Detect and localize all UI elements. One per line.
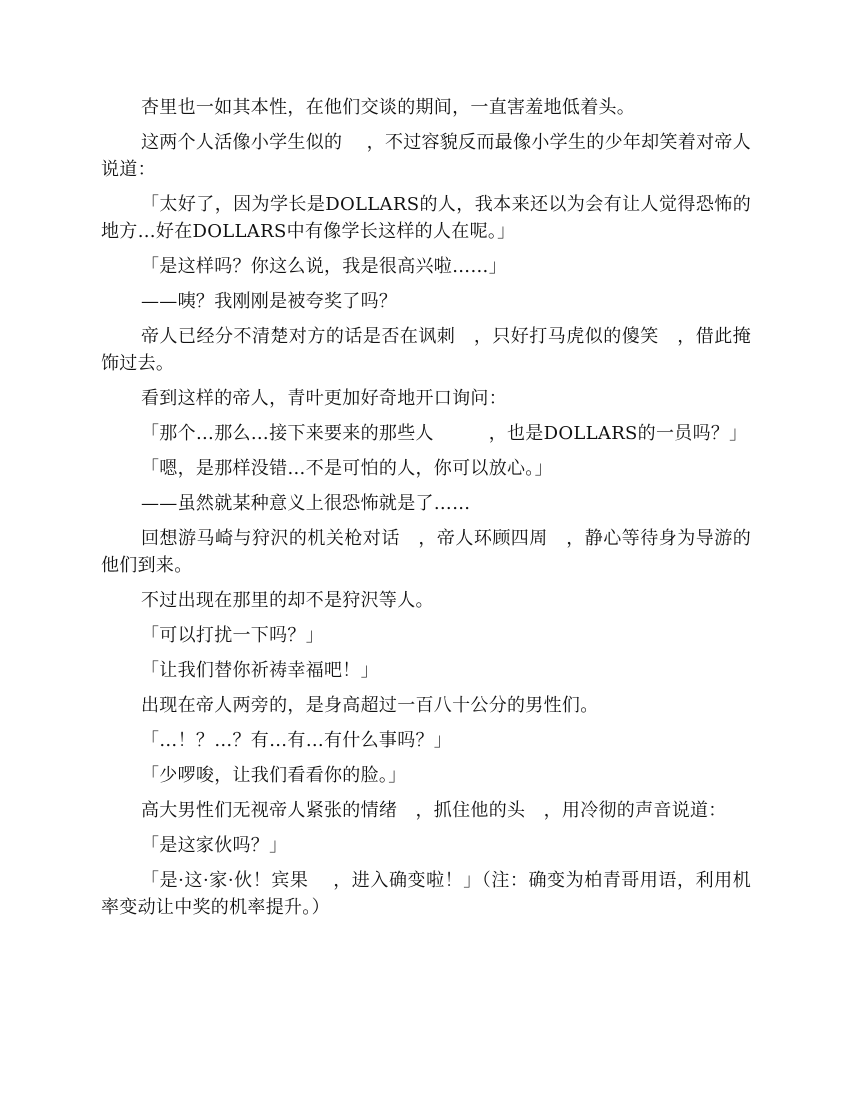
paragraph: 杏里也一如其本性，在他们交谈的期间，一直害羞地低着头。 <box>141 97 636 118</box>
paragraph: ——咦？我刚刚是被夸奖了吗？ <box>141 291 398 312</box>
paragraph: 「太好了，因为学长是DOLLARS的人，我本来还以为会有让人觉得恐怖的地方…好在DOLLARS中有像学长这样的人在呢。」 <box>101 194 751 242</box>
paragraph: 「少啰唆，让我们看看你的脸。」 <box>141 765 407 786</box>
paragraph: 出现在帝人两旁的，是身高超过一百八十公分的男性们。 <box>141 695 599 716</box>
paragraph: 「让我们替你祈祷幸福吧！」 <box>141 660 379 681</box>
document-body <box>101 94 751 929</box>
paragraph: 「…！？…？有…有…有什么事吗？」 <box>141 730 453 751</box>
paragraph: 不过出现在那里的却不是狩沢等人。 <box>141 590 434 611</box>
paragraph: 「是·这·家·伙！宾果 ，进入确变啦！」（注：确变为柏青哥用语，利用机率变动让中奖的机率提升。） <box>101 870 751 918</box>
paragraph: 「是这样吗？你这么说，我是很高兴啦……」 <box>141 256 507 277</box>
paragraph: 「是这家伙吗？」 <box>141 835 288 856</box>
paragraph: 高大男性们无视帝人紧张的情绪 ，抓住他的头 ，用冷彻的声音说道： <box>141 800 727 821</box>
paragraph: 「那个…那么…接下来要来的那些人 ，也是DOLLARS的一员吗？」 <box>141 423 748 444</box>
paragraph: 帝人已经分不清楚对方的话是否在讽刺 ，只好打马虎似的傻笑 ，借此掩饰过去。 <box>101 326 751 374</box>
paragraph: 这两个人活像小学生似的 ，不过容貌反而最像小学生的少年却笑着对帝人说道： <box>101 132 751 180</box>
paragraph: ——虽然就某种意义上很恐怖就是了…… <box>141 493 471 514</box>
paragraph: 看到这样的帝人，青叶更加好奇地开口询问： <box>141 388 507 409</box>
paragraph: 回想游马崎与狩沢的机关枪对话 ，帝人环顾四周 ，静心等待身为导游的他们到来。 <box>101 528 751 576</box>
paragraph: 「可以打扰一下吗？」 <box>141 625 324 646</box>
paragraph: 「嗯，是那样没错…不是可怕的人，你可以放心。」 <box>141 458 553 479</box>
